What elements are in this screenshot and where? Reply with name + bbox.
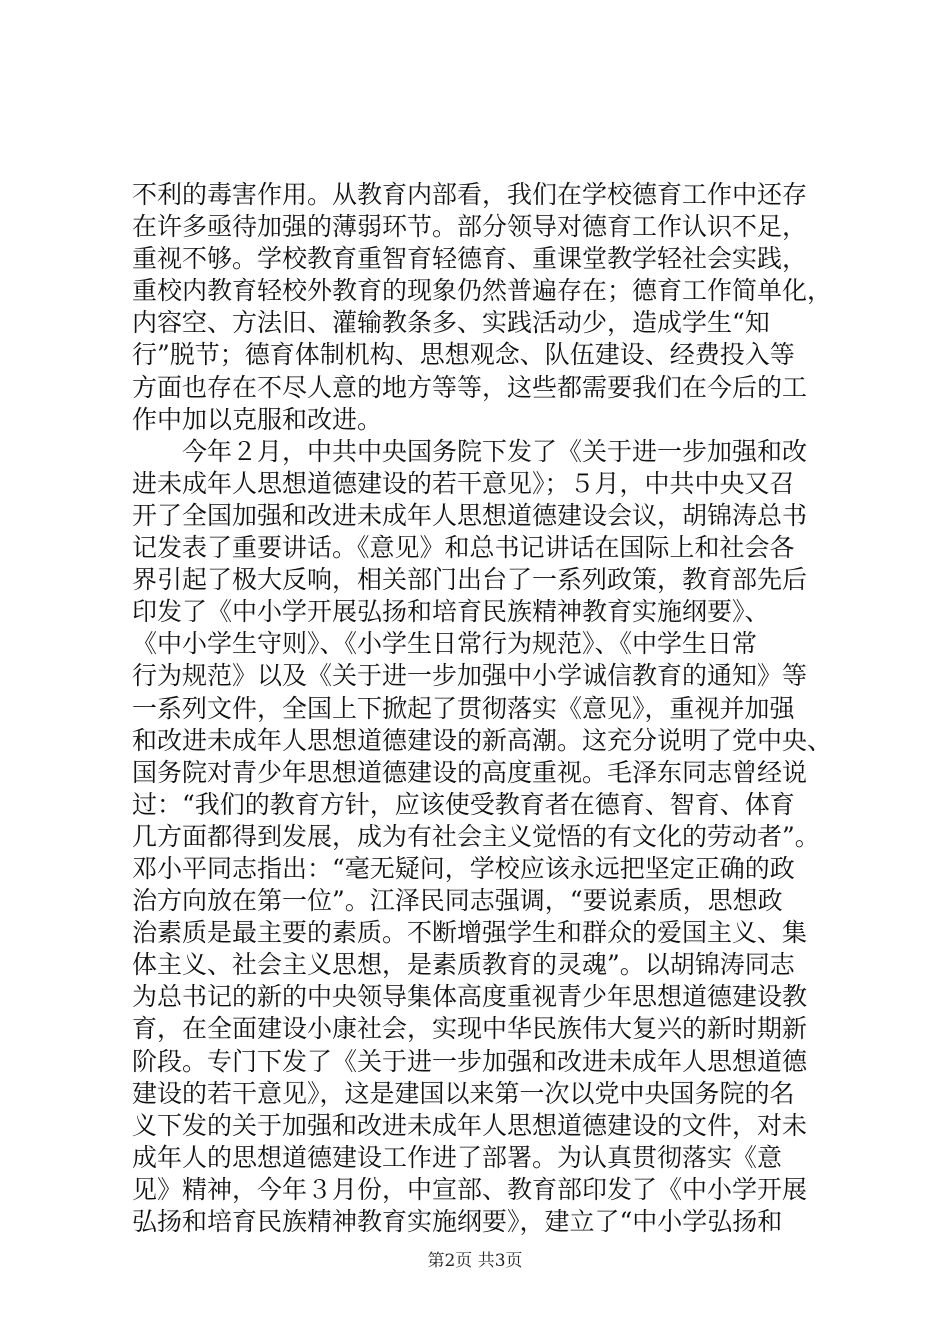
text-line: 成年人的思想道德建设工作进了部署。为认真贯彻落实《意: [132, 1142, 783, 1172]
text-line: 育，在全面建设小康社会，实现中华民族伟大复兴的新时期新: [132, 1014, 808, 1044]
text-line: 重视不够。学校教育重智育轻德育、重课堂教学轻社会实践，: [132, 244, 808, 274]
text-line: 弘扬和培育民族精神教育实施纲要》，建立了“中小学弘扬和: [132, 1207, 783, 1236]
text-line: 见》精神，今年３月份，中宣部、教育部印发了《中小学开展: [132, 1174, 808, 1204]
page-number-footer: 第2页 共3页: [427, 1251, 523, 1271]
text-line: 体主义、社会主义思想，是素质教育的灵魂”。以胡锦涛同志: [132, 950, 795, 980]
text-line: 建设的若干意见》，这是建国以来第一次以党中央国务院的名: [132, 1078, 795, 1108]
text-line: 一系列文件，全国上下掀起了贯彻落实《意见》，重视并加强: [132, 693, 795, 723]
text-line: 行”脱节；德育体制机构、思想观念、队伍建设、经费投入等: [132, 340, 795, 370]
text-line: 内容空、方法旧、灌输教条多、实践活动少，造成学生“知: [132, 308, 770, 338]
text-line: 开了全国加强和改进未成年人思想道德建设会议，胡锦涛总书: [132, 500, 808, 530]
text-line: 国务院对青少年思想道德建设的高度重视。毛泽东同志曾经说: [132, 757, 808, 787]
text-line: 进未成年人思想道德建设的若干意见》；５月，中共中央又召: [132, 468, 795, 498]
text-line: 和改进未成年人思想道德建设的新高潮。这充分说明了党中央、: [132, 725, 833, 755]
text-line: 《中小学生守则》、《小学生日常行为规范》、《中学生日常: [132, 629, 758, 659]
text-line: 不利的毒害作用。从教育内部看，我们在学校德育工作中还存: [132, 180, 808, 209]
text-line: 重校内教育轻校外教育的现象仍然普遍存在；德育工作简单化，: [132, 276, 833, 306]
text-line: 过：“我们的教育方针，应该使受教育者在德育、智育、体育: [132, 789, 795, 819]
text-line: 印发了《中小学开展弘扬和培育民族精神教育实施纲要》、: [132, 597, 770, 627]
text-line: 为总书记的新的中央领导集体高度重视青少年思想道德建设教: [132, 982, 808, 1012]
text-line: 治方向放在第一位”。江泽民同志强调，“要说素质，思想政: [132, 886, 783, 916]
text-line: 几方面都得到发展，成为有社会主义觉悟的有文化的劳动者”。: [132, 821, 820, 851]
text-line: 界引起了极大反响，相关部门出台了一系列政策，教育部先后: [132, 565, 808, 595]
text-line: 行为规范》以及《关于进一步加强中小学诚信教育的通知》等: [132, 661, 808, 691]
text-line: 义下发的关于加强和改进未成年人思想道德建设的文件，对未: [132, 1110, 808, 1140]
text-line: 在许多亟待加强的薄弱环节。部分领导对德育工作认识不足，: [132, 212, 808, 242]
text-line: 阶段。专门下发了《关于进一步加强和改进未成年人思想道德: [132, 1046, 808, 1076]
text-line: 方面也存在不尽人意的地方等等，这些都需要我们在今后的工: [132, 372, 808, 402]
text-line: 治素质是最主要的素质。不断增强学生和群众的爱国主义、集: [132, 918, 808, 948]
body-text: [132, 179, 852, 1238]
text-line: 记发表了重要讲话。《意见》和总书记讲话在国际上和社会各: [132, 533, 795, 563]
text-line: 邓小平同志指出：“毫无疑问，学校应该永远把坚定正确的政: [132, 853, 795, 883]
paragraph-first-line: 今年２月，中共中央国务院下发了《关于进一步加强和改: [182, 436, 808, 466]
text-line: 作中加以克服和改进。: [132, 404, 383, 434]
